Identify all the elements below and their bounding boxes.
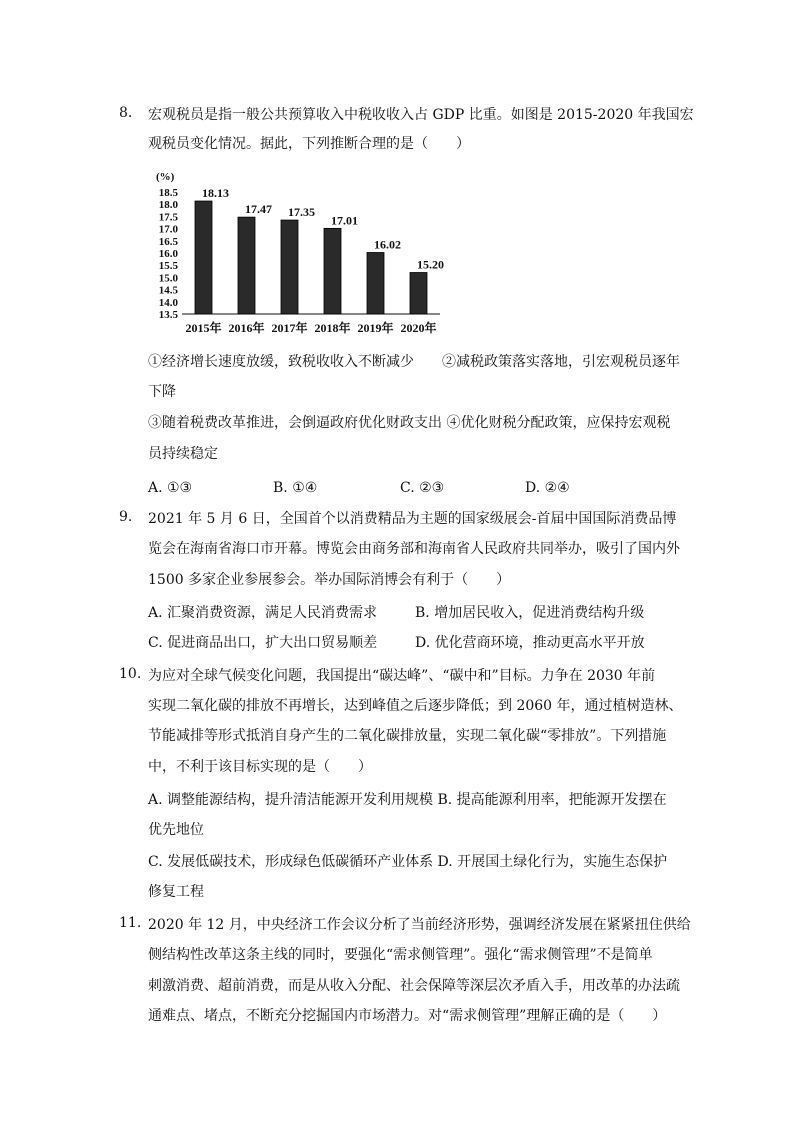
question-text-line: 侧结构性改革这条主线的同时，要强化“需求侧管理”。强化“需求侧管理”不是简单 <box>148 947 653 963</box>
question-text-line: 2021 年 5 月 6 日，全国首个以消费精品为主题的国家级展会-首届中国国际消费品博 <box>148 511 677 527</box>
option-b-continued: 优先地位 <box>148 822 204 838</box>
y-tick-label: 18.0 <box>158 199 178 212</box>
option-b[interactable]: B. ①④ <box>273 480 318 496</box>
bar-2015年 <box>195 201 212 314</box>
data-label: 18.13 <box>202 186 229 201</box>
y-tick-label: 16.0 <box>158 248 178 260</box>
option-c-d[interactable]: C. 发展低碳技术，形成绿色低碳循环产业体系 D. 开展国土绿化行为，实施生态保护 <box>148 854 668 870</box>
data-label: 15.20 <box>417 257 444 272</box>
bar-2019年 <box>367 253 384 314</box>
x-tick-label: 2020年 <box>400 321 437 335</box>
x-tick-label: 2016年 <box>228 321 265 335</box>
y-tick-label: 13.5 <box>158 309 178 321</box>
question-number: 10. <box>119 666 142 682</box>
x-tick-label: 2015年 <box>185 321 222 335</box>
y-tick-label: 18.5 <box>158 187 178 199</box>
data-label: 17.35 <box>288 205 315 220</box>
question-number: 9. <box>119 509 133 525</box>
question-text-line: 实现二氧化碳的排放不再增长，达到峰值之后逐步降低；到 2060 年，通过植树造林、 <box>148 698 683 714</box>
question-text-line: 刺激消费、超前消费，而是从收入分配、社会保障等深层次矛盾入手，用改革的办法疏 <box>148 978 680 994</box>
question-number: 11. <box>119 915 142 931</box>
option-a[interactable]: A. ①③ <box>148 480 193 496</box>
y-tick-label: 14.5 <box>158 284 178 297</box>
y-tick-label: 17.5 <box>158 211 178 224</box>
bar-2016年 <box>238 217 255 314</box>
statement-line: 下降 <box>148 384 176 400</box>
macro-tax-bar-chart <box>140 168 450 338</box>
question-text-line: 览会在海南省海口市开幕。博览会由商务部和海南省人民政府共同举办，吸引了国内外 <box>148 541 680 557</box>
data-label: 17.47 <box>245 202 272 217</box>
x-tick-label: 2017年 <box>271 321 308 335</box>
option-d-continued: 修复工程 <box>148 884 204 900</box>
bar-2020年 <box>410 273 427 314</box>
option-a-b[interactable]: A. 调整能源结构，提升清洁能源开发利用规模 B. 提高能源利用率，把能源开发摆在 <box>148 792 667 808</box>
question-text-line: 宏观税员是指一般公共预算收入中税收收入占 GDP 比重。如图是 2015-2020 年我国宏 <box>148 107 694 123</box>
question-text-line: 2020 年 12 月，中央经济工作会议分析了当前经济形势，强调经济发展在紧紧扭住供给 <box>148 917 691 933</box>
option-d[interactable]: D. ②④ <box>525 480 570 496</box>
option-c[interactable]: C. 促进商品出口，扩大出口贸易顺差 <box>148 635 378 651</box>
bar-2017年 <box>281 220 298 314</box>
option-a[interactable]: A. 汇聚消费资源，满足人民消费需求 <box>148 605 378 621</box>
question-text-line: 为应对全球气候变化问题，我国提出“碳达峰”、“碳中和”目标。力争在 2030 年前 <box>148 668 656 684</box>
option-d[interactable]: D. 优化营商环境，推动更高水平开放 <box>415 635 645 651</box>
question-number: 8. <box>119 105 133 121</box>
question-text-line: 观税员变化情况。据此，下列推断合理的是（ ） <box>148 136 470 152</box>
statement-line: 员持续稳定 <box>148 446 218 462</box>
question-text-line: 节能减排等形式抵消自身产生的二氧化碳排放量，实现二氧化碳“零排放”。下列措施 <box>148 728 667 744</box>
statement-line: ③随着税费改革推进，会倒逼政府优化财政支出 ④优化财税分配政策，应保持宏观税 <box>148 415 671 431</box>
y-tick-label: 15.5 <box>158 260 178 273</box>
bar-2018年 <box>324 228 341 314</box>
y-tick-label: 16.5 <box>158 235 178 248</box>
y-tick-label: 17.0 <box>158 223 178 236</box>
x-tick-label: 2018年 <box>314 321 351 335</box>
y-tick-label: 14.0 <box>158 296 178 309</box>
y-axis-unit-label: (%) <box>156 171 175 183</box>
data-label: 17.01 <box>331 213 358 228</box>
question-text-line: 1500 多家企业参展参会。举办国际消博会有利于（ ） <box>148 572 511 588</box>
y-tick-label: 15.0 <box>158 272 178 285</box>
option-c[interactable]: C. ②③ <box>400 480 445 496</box>
statement-line: ①经济增长速度放缓，致税收收入不断减少 ②减税政策落实落地，引宏观税员逐年 <box>148 354 680 370</box>
question-text-line: 中，不利于该目标实现的是（ ） <box>148 759 372 775</box>
data-label: 16.02 <box>374 237 401 252</box>
x-tick-label: 2019年 <box>357 321 394 335</box>
question-text-line: 通难点、堵点，不断充分挖掘国内市场潜力。对“需求侧管理”理解正确的是（ ） <box>148 1008 667 1024</box>
option-b[interactable]: B. 增加居民收入，促进消费结构升级 <box>415 605 645 621</box>
